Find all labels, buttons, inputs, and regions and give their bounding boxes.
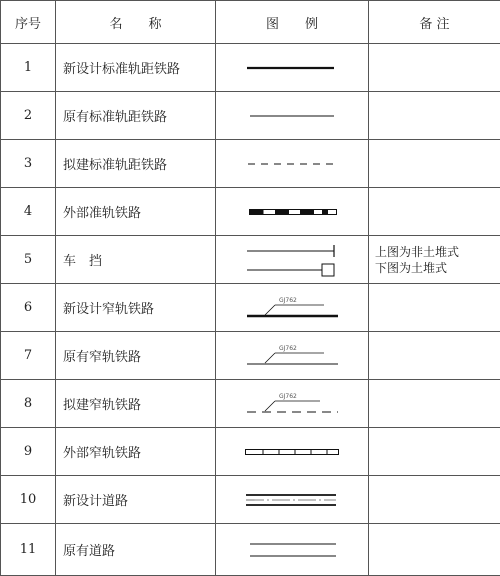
table-row [1, 188, 500, 236]
row-note [369, 140, 500, 188]
row-note [369, 188, 500, 236]
row-note [369, 284, 500, 332]
table-row [1, 92, 500, 140]
new-road-line-icon [216, 476, 369, 524]
note-line: 下图为土堆式 [375, 260, 500, 276]
gauge-label: GJ762 [279, 297, 297, 304]
row-name: 新设计窄轨铁路 [56, 284, 216, 332]
header-note: 备 注 [369, 1, 500, 44]
row-name: 外部准轨铁路 [56, 188, 216, 236]
header-name: 名 称 [56, 1, 216, 44]
narrow-gauge-thin-line-icon [216, 332, 369, 380]
row-number: 11 [1, 524, 56, 576]
row-note [369, 236, 500, 284]
table-row [1, 332, 500, 380]
table-row [1, 44, 500, 92]
gauge-label: GJ762 [279, 393, 297, 400]
row-number: 6 [1, 284, 56, 332]
header-symbol: 图 例 [216, 1, 369, 44]
row-note [369, 380, 500, 428]
table-row [1, 284, 500, 332]
row-name: 拟建标准轨距铁路 [56, 140, 216, 188]
existing-road-line-icon [216, 524, 369, 576]
note-line: 上图为非土堆式 [375, 244, 500, 260]
header-no: 序号 [1, 1, 56, 44]
row-note [369, 44, 500, 92]
row-number: 7 [1, 332, 56, 380]
narrow-gauge-dashed-line-icon [216, 380, 369, 428]
row-name: 原有窄轨铁路 [56, 332, 216, 380]
table-header-row [1, 1, 500, 44]
row-name: 原有道路 [56, 524, 216, 576]
table-row [1, 476, 500, 524]
table-row [1, 524, 500, 576]
thick-solid-line-icon [216, 44, 369, 92]
table-row [1, 428, 500, 476]
row-number: 5 [1, 236, 56, 284]
dashed-line-icon [216, 140, 369, 188]
alternating-block-line-icon [216, 188, 369, 236]
narrow-gauge-thick-line-icon [216, 284, 369, 332]
table-row [1, 236, 500, 284]
segmented-box-line-icon [216, 428, 369, 476]
buffer-stop-icon [216, 236, 369, 284]
row-number: 2 [1, 92, 56, 140]
row-number: 3 [1, 140, 56, 188]
row-note [369, 524, 500, 576]
row-number: 9 [1, 428, 56, 476]
row-number: 4 [1, 188, 56, 236]
gauge-label: GJ762 [279, 345, 297, 352]
row-name: 外部窄轨铁路 [56, 428, 216, 476]
row-name: 原有标准轨距铁路 [56, 92, 216, 140]
row-note [369, 92, 500, 140]
table-row [1, 140, 500, 188]
row-name: 新设计标准轨距铁路 [56, 44, 216, 92]
row-note [369, 428, 500, 476]
row-number: 8 [1, 380, 56, 428]
row-note [369, 332, 500, 380]
row-number: 10 [1, 476, 56, 524]
row-number: 1 [1, 44, 56, 92]
row-name: 拟建窄轨铁路 [56, 380, 216, 428]
row-note [369, 476, 500, 524]
row-name: 新设计道路 [56, 476, 216, 524]
table-row [1, 380, 500, 428]
thin-solid-line-icon [216, 92, 369, 140]
row-name: 车 挡 [56, 236, 216, 284]
